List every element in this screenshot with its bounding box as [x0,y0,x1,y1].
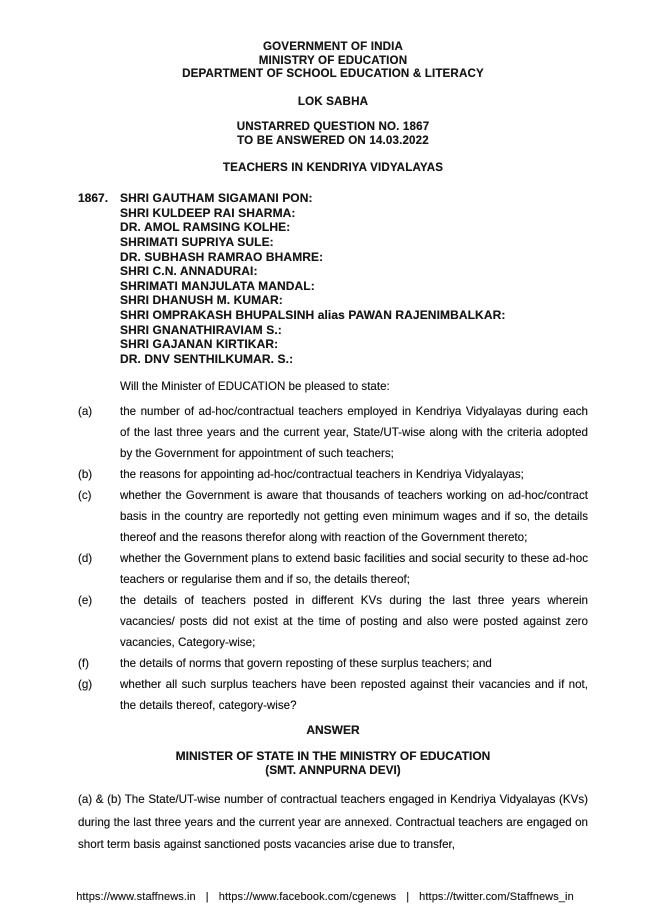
answer-paragraph: (a) & (b) The State/UT-wise number of contractual teachers engaged in Kendriya Vidyalayas (KVs) during the last three years and the current year are annexed. Contractual teachers are engaged on short term basis against sanctioned posts vacancies arise due to transfer, [78,793,588,852]
member-name: DR. AMOL RAMSING KOLHE: [120,220,291,235]
house-title: LOK SABHA [297,94,369,108]
member-name: SHRI GAJANAN KIRTIKAR: [120,337,279,352]
item-label: (g) [78,678,93,692]
item-text: whether all such surplus teachers have been reposted against their vacancies and if not, the details thereof, category-wise? [120,678,588,713]
item-label: (d) [78,552,93,566]
question-items [78,401,588,716]
item-label: (a) [78,405,93,419]
member-name: SHRI OMPRAKASH BHUPALSINH alias PAWAN RAJENIMBALKAR: [120,307,506,322]
question-intro: Will the Minister of EDUCATION be pleased to state: [120,380,390,394]
footer-link-facebook[interactable]: https://www.facebook.com/cgenews [218,891,397,903]
org-line-govt: GOVERNMENT OF INDIA [262,40,404,53]
footer-link-twitter[interactable]: https://twitter.com/Staffnews_in [419,891,574,903]
member-name-list [120,191,505,366]
member-name: DR. DNV SENTHILKUMAR. S.: [120,351,294,366]
footer-link-staffnews[interactable]: https://www.staffnews.in [76,891,196,903]
org-line-department: DEPARTMENT OF SCHOOL EDUCATION & LITERACY [182,67,484,81]
answer-date-line: TO BE ANSWERED ON 14.03.2022 [237,133,429,147]
footer-separator: | [406,891,410,903]
question-members [78,191,588,366]
member-name: SHRI GAUTHAM SIGAMANI PON: [120,191,313,206]
org-line-ministry: MINISTRY OF EDUCATION [258,53,408,67]
question-item-e [78,590,588,653]
item-text: whether the Government is aware that thousands of teachers working on ad-hoc/contract basis in the country are reportedly not getting even minimum wages and if so, the details thereof and the reasons therefor along with reaction of the Government thereto; [120,489,588,545]
subject-title: TEACHERS IN KENDRIYA VIDYALAYAS [222,160,444,174]
minister-name: (SMT. ANNPURNA DEVI) [265,762,401,777]
item-label: (c) [78,489,92,503]
question-number-line: UNSTARRED QUESTION NO. 1867 [236,120,430,134]
question-item-d [78,548,588,590]
question-number: 1867. [78,191,109,206]
member-name: SHRIMATI MANJULATA MANDAL: [120,278,315,293]
member-name: SHRI KULDEEP RAI SHARMA: [120,205,296,220]
member-name: SHRIMATI SUPRIYA SULE: [120,234,274,249]
member-name: SHRI DHANUSH M. KUMAR: [120,293,283,308]
question-item-g [78,674,588,716]
item-text: the reasons for appointing ad-hoc/contractual teachers in Kendriya Vidyalayas; [120,468,524,482]
item-text: the details of norms that govern reposting of these surplus teachers; and [120,657,492,671]
item-text: the details of teachers posted in different KVs during the last three years wherein vacancies/ posts did not exist at the time of posting and also were posted against zero vacancies, Category-wise; [120,594,588,650]
document-header [78,40,588,174]
question-item-f [78,653,588,674]
question-item-a [78,401,588,464]
item-label: (e) [78,594,93,608]
item-text: the number of ad-hoc/contractual teachers employed in Kendriya Vidyalayas during each of the last three years and the current year, State/UT-wise along with the criteria adopted by the Government for appointment of such teachers; [120,405,588,461]
item-label: (f) [78,657,89,671]
member-name: SHRI C.N. ANNADURAI: [120,264,258,279]
question-item-b [78,464,588,485]
footer-links [0,891,650,903]
member-name: DR. SUBHASH RAMRAO BHAMRE: [120,249,324,264]
minister-title: MINISTER OF STATE IN THE MINISTRY OF EDUCATION [175,749,491,764]
question-item-c [78,485,588,548]
member-name: SHRI GNANATHIRAVIAM S.: [120,322,282,337]
item-text: whether the Government plans to extend basic facilities and social security to these ad-hoc teachers or regularise them and if so, the details thereof; [120,552,588,587]
footer-separator: | [205,891,209,903]
item-label: (b) [78,468,93,482]
answer-heading: ANSWER [306,723,360,738]
